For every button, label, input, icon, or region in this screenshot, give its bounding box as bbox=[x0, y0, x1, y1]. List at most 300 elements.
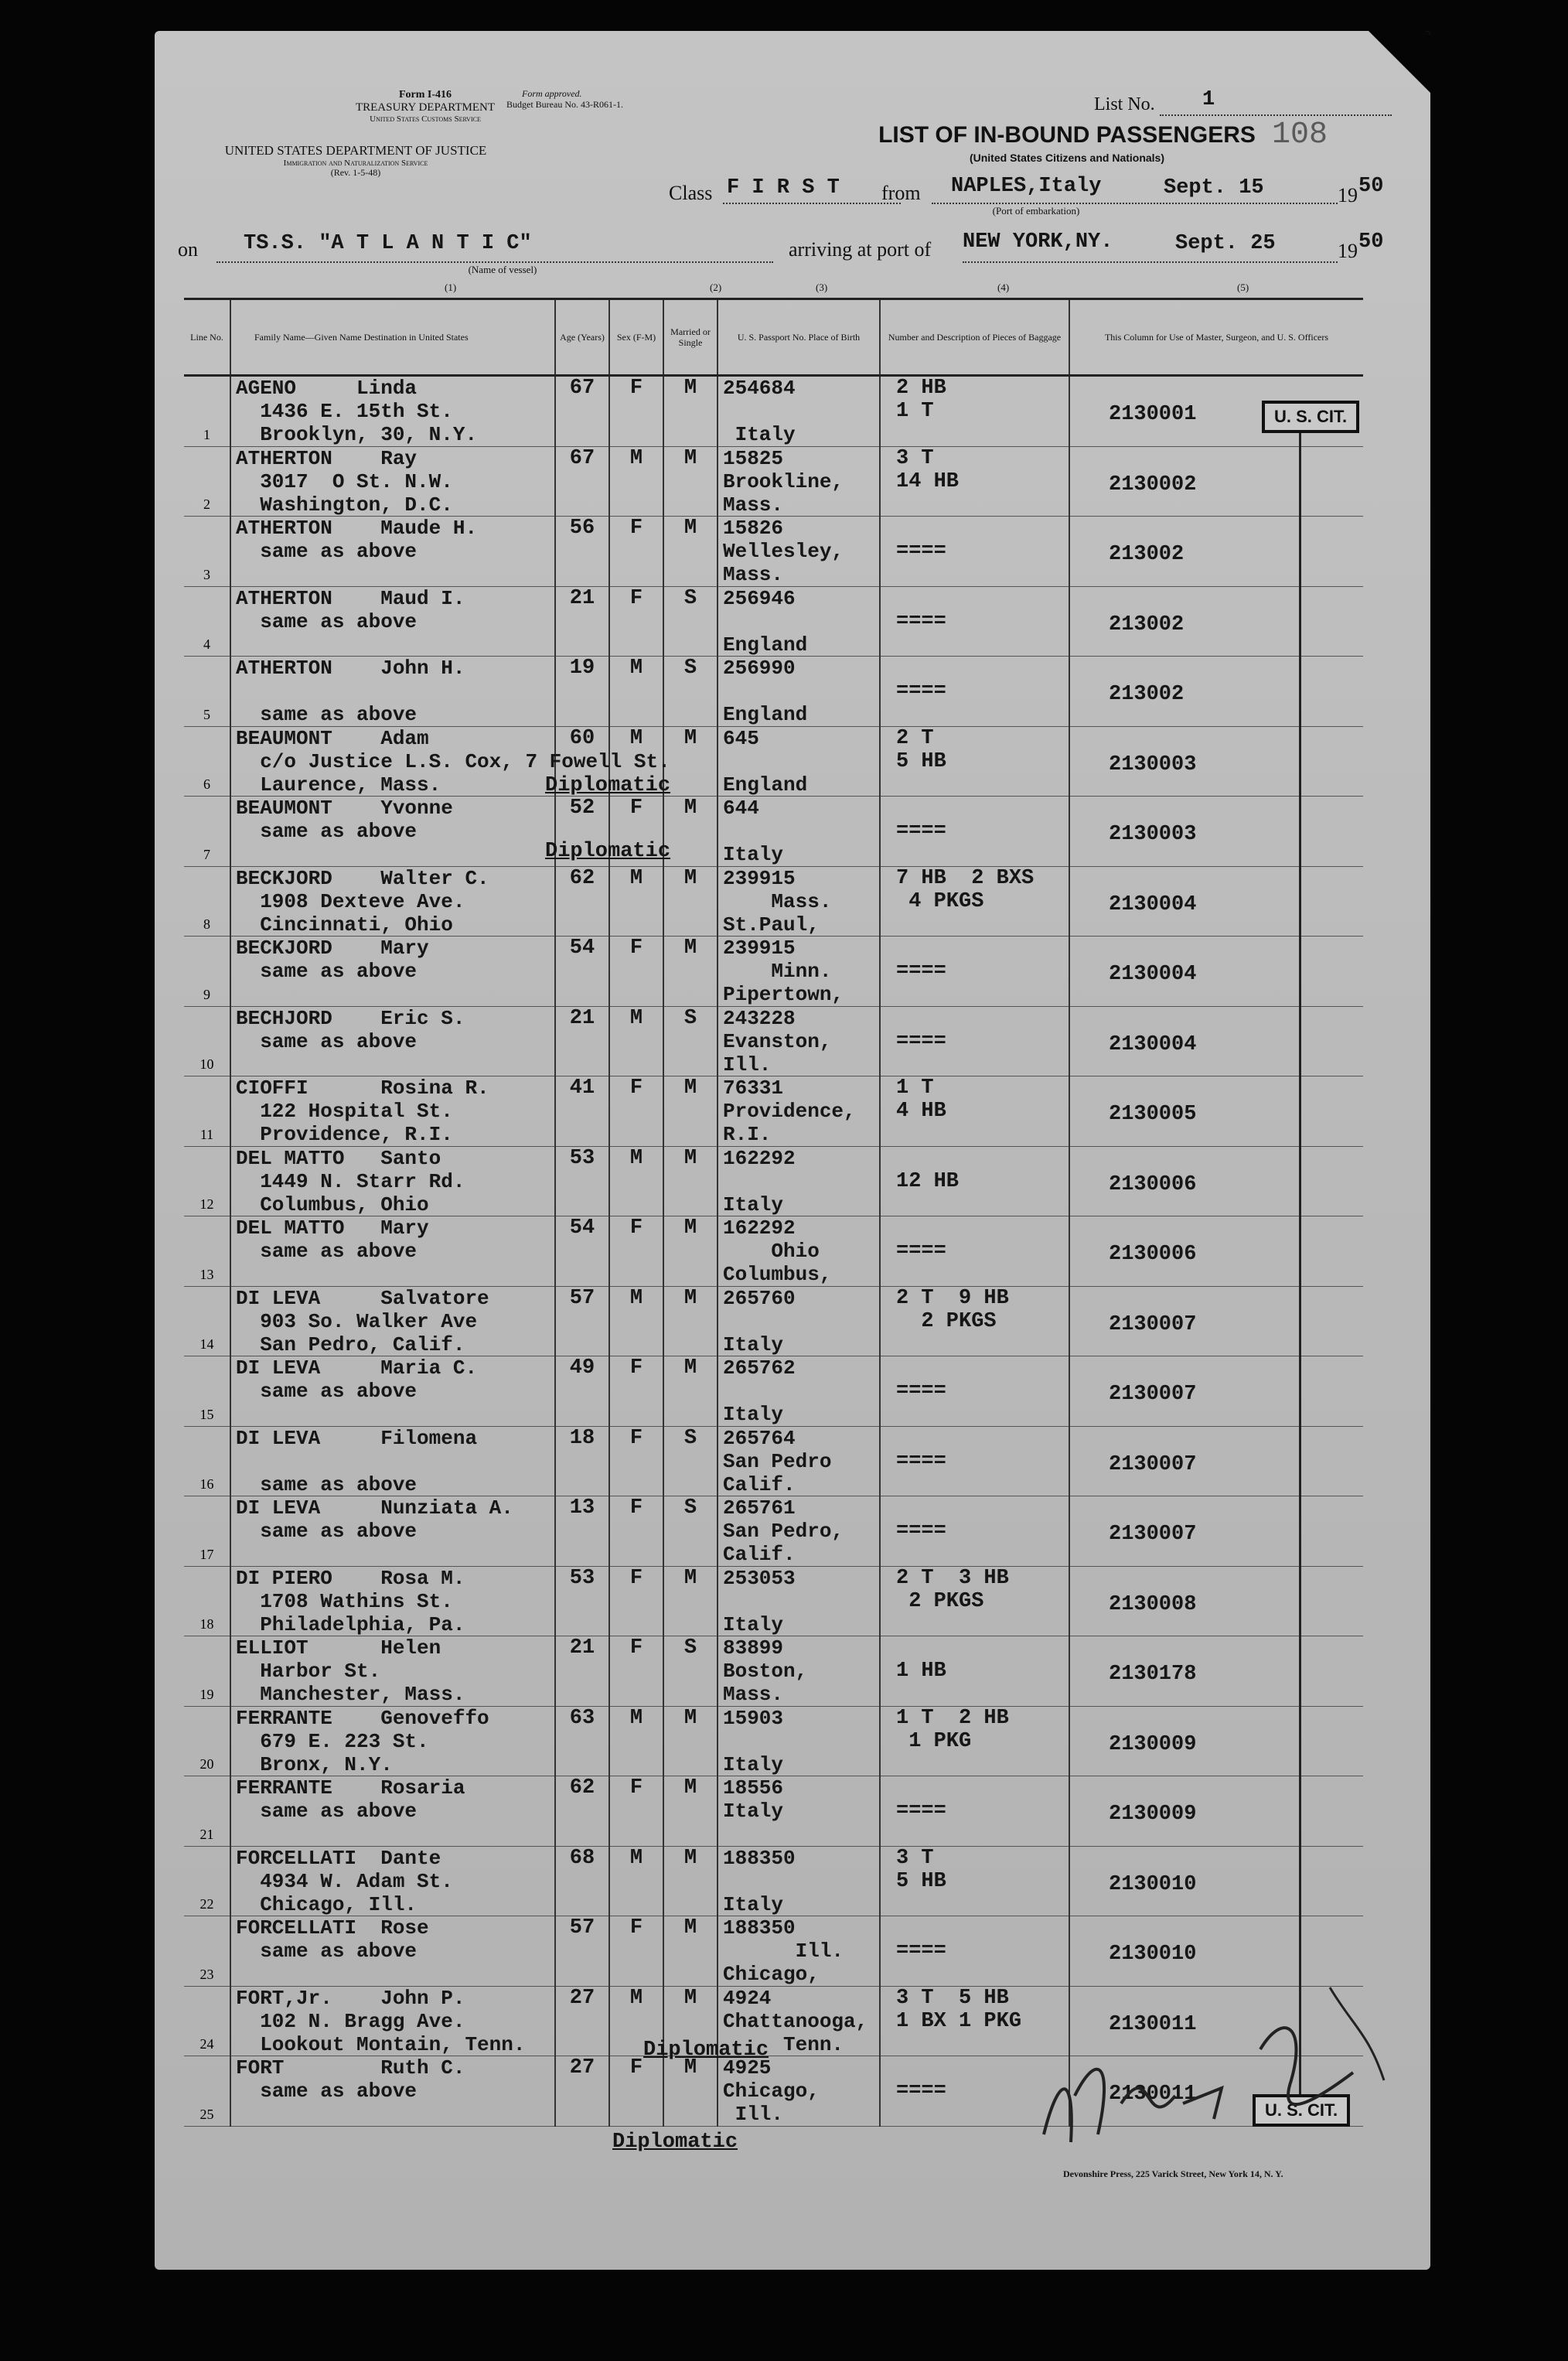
age: 27 bbox=[569, 1986, 595, 2010]
marital-status-cell bbox=[663, 1916, 718, 1987]
age: 54 bbox=[569, 937, 595, 960]
baggage-cell bbox=[880, 937, 1069, 1007]
punch-hole bbox=[85, 220, 130, 265]
officer-number: 2130004 bbox=[1109, 892, 1197, 916]
officer-number-cell bbox=[1069, 657, 1363, 727]
sex: M bbox=[629, 726, 643, 750]
age: 41 bbox=[569, 1076, 595, 1100]
passport-birthplace: 188350 Ill. Chicago, bbox=[723, 1916, 844, 1986]
page-subtitle: (United States Citizens and Nationals) bbox=[969, 152, 1165, 164]
line-number: 2 bbox=[203, 496, 210, 512]
officer-number-cell bbox=[1069, 726, 1363, 797]
officer-number-cell bbox=[1069, 937, 1363, 1007]
line-number-cell bbox=[184, 1216, 230, 1287]
sex: M bbox=[629, 1286, 643, 1310]
sex-cell bbox=[609, 1566, 663, 1636]
age-cell bbox=[555, 1706, 609, 1776]
officer-number: 213002 bbox=[1109, 612, 1185, 636]
passenger-name: CIOFFI Rosina R. 122 Hospital St. Providence, R.I. bbox=[236, 1076, 489, 1146]
marital-status: S bbox=[683, 657, 697, 680]
marital-status-cell bbox=[663, 2056, 718, 2127]
punch-hole bbox=[85, 1102, 130, 1147]
baggage: 2 T 5 HB bbox=[896, 726, 946, 773]
baggage-cell bbox=[880, 726, 1069, 797]
age-cell bbox=[555, 1846, 609, 1916]
baggage-cell bbox=[880, 376, 1069, 447]
passport-birthplace: 265762 Italy bbox=[723, 1356, 796, 1426]
marital-status-cell bbox=[663, 376, 718, 447]
passport-birthplace-cell bbox=[718, 376, 880, 447]
sex: F bbox=[629, 1776, 643, 1800]
treasury-label: TREASURY DEPARTMENT bbox=[355, 101, 496, 114]
line-number: 3 bbox=[203, 566, 210, 582]
passport-birthplace: 15826 Wellesley, Mass. bbox=[723, 517, 844, 586]
age: 62 bbox=[569, 1776, 595, 1800]
marital-status: M bbox=[683, 377, 697, 400]
col-number-5: (5) bbox=[1237, 281, 1249, 293]
printer-imprint: Devonshire Press, 225 Varick Street, New York 14, N. Y. bbox=[1063, 2168, 1283, 2179]
officer-number: 213002 bbox=[1109, 543, 1185, 566]
age: 62 bbox=[569, 866, 595, 890]
officer-number-cell bbox=[1069, 586, 1363, 657]
passenger-name-cell bbox=[230, 376, 555, 447]
age: 18 bbox=[569, 1426, 595, 1450]
customs-label: United States Customs Service bbox=[370, 114, 481, 125]
line-number-cell bbox=[184, 1076, 230, 1147]
table-row bbox=[184, 937, 1363, 1007]
passenger-name: DI LEVA Maria C. same as above bbox=[236, 1356, 478, 1403]
age: 53 bbox=[569, 1146, 595, 1170]
age-cell bbox=[555, 1986, 609, 2056]
passport-birthplace: 188350 Italy bbox=[723, 1846, 796, 1916]
baggage-cell bbox=[880, 1636, 1069, 1707]
col-header-line-no: Line No. bbox=[184, 299, 230, 376]
passenger-name-cell bbox=[230, 1076, 555, 1147]
table-row bbox=[184, 1706, 1363, 1776]
baggage: 1 HB bbox=[896, 1660, 946, 1683]
age-cell bbox=[555, 1286, 609, 1356]
table-row bbox=[184, 1146, 1363, 1216]
officer-number: 213002 bbox=[1109, 683, 1185, 706]
officer-number-cell bbox=[1069, 1706, 1363, 1776]
passport-birthplace: 265764 San Pedro Calif. bbox=[723, 1426, 832, 1496]
passport-birthplace: 644 Italy bbox=[723, 797, 784, 866]
sex-cell bbox=[609, 1216, 663, 1287]
officer-number-cell bbox=[1069, 1286, 1363, 1356]
passport-birthplace: 265760 Italy bbox=[723, 1286, 796, 1356]
officer-number-cell bbox=[1069, 866, 1363, 937]
passenger-name: DI LEVA Nunziata A. same as above bbox=[236, 1496, 513, 1543]
from-year-suffix: 50 bbox=[1358, 175, 1384, 198]
baggage: ==== bbox=[896, 1449, 946, 1473]
line-number-cell bbox=[184, 657, 230, 727]
line-number: 20 bbox=[199, 1756, 214, 1772]
passenger-name-cell bbox=[230, 2056, 555, 2127]
baggage: 3 T 14 HB bbox=[896, 446, 960, 493]
sex-cell bbox=[609, 1846, 663, 1916]
officer-number: 2130004 bbox=[1109, 963, 1197, 986]
from-date: Sept. 15 bbox=[1164, 176, 1264, 200]
marital-status-cell bbox=[663, 1076, 718, 1147]
sex-cell bbox=[609, 1916, 663, 1987]
line-number: 12 bbox=[199, 1196, 214, 1212]
passport-birthplace-cell bbox=[718, 1076, 880, 1147]
officer-number-cell bbox=[1069, 1496, 1363, 1567]
passport-birthplace: 265761 San Pedro, Calif. bbox=[723, 1496, 844, 1566]
age-cell bbox=[555, 1776, 609, 1847]
sex-cell bbox=[609, 1496, 663, 1567]
officer-number-cell bbox=[1069, 517, 1363, 587]
line-number-cell bbox=[184, 1006, 230, 1076]
officer-number: 2130005 bbox=[1109, 1103, 1197, 1126]
table-row bbox=[184, 1916, 1363, 1987]
budget-label: Budget Bureau No. 43-R061-1. bbox=[506, 98, 623, 110]
line-number-cell bbox=[184, 797, 230, 867]
age: 53 bbox=[569, 1566, 595, 1590]
marital-status-cell bbox=[663, 937, 718, 1007]
officer-number-cell bbox=[1069, 1636, 1363, 1707]
age-cell bbox=[555, 866, 609, 937]
punch-hole bbox=[85, 2061, 130, 2106]
officer-number: 2130007 bbox=[1109, 1383, 1197, 1406]
passenger-name: DI LEVA Filomena same as above bbox=[236, 1426, 478, 1496]
passport-birthplace-cell bbox=[718, 937, 880, 1007]
passenger-name-cell bbox=[230, 1846, 555, 1916]
passenger-name: DEL MATTO Mary same as above bbox=[236, 1216, 429, 1263]
from-underline bbox=[932, 203, 1338, 204]
from-year-prefix: 19 bbox=[1338, 184, 1358, 206]
passenger-name-cell bbox=[230, 1216, 555, 1287]
line-number: 19 bbox=[199, 1686, 214, 1702]
sex-cell bbox=[609, 446, 663, 517]
marital-status: M bbox=[683, 1706, 697, 1730]
line-number-cell bbox=[184, 1286, 230, 1356]
baggage: ==== bbox=[896, 1800, 946, 1823]
line-number: 22 bbox=[199, 1896, 214, 1912]
passenger-name-cell bbox=[230, 1356, 555, 1427]
sex: M bbox=[629, 1986, 643, 2010]
line-number: 13 bbox=[199, 1266, 214, 1282]
officer-number: 2130004 bbox=[1109, 1032, 1197, 1056]
marital-status-cell bbox=[663, 1846, 718, 1916]
marital-status: S bbox=[683, 1636, 697, 1660]
age: 13 bbox=[569, 1496, 595, 1520]
table-row bbox=[184, 1076, 1363, 1147]
officer-number: 2130011 bbox=[1109, 2012, 1197, 2036]
marital-status-cell bbox=[663, 726, 718, 797]
approved-label: Form approved. bbox=[522, 88, 582, 99]
passport-birthplace-cell bbox=[718, 1006, 880, 1076]
officer-number: 2130011 bbox=[1109, 2083, 1197, 2106]
sex-cell bbox=[609, 1636, 663, 1707]
line-number: 14 bbox=[199, 1336, 214, 1352]
passenger-name: DI PIERO Rosa M. 1708 Wathins St. Philadelphia, Pa. bbox=[236, 1566, 465, 1636]
passenger-name-cell bbox=[230, 1496, 555, 1567]
officer-column-rule bbox=[1299, 402, 1301, 2096]
col-header-name: Family Name—Given Name Destination in United States bbox=[230, 299, 555, 376]
officer-number: 2130006 bbox=[1109, 1172, 1197, 1196]
line-number-cell bbox=[184, 1146, 230, 1216]
passport-birthplace-cell bbox=[718, 866, 880, 937]
line-number: 17 bbox=[199, 1546, 214, 1562]
us-cit-stamp: U. S. CIT. bbox=[1253, 2094, 1350, 2127]
marital-status: S bbox=[683, 1426, 697, 1450]
marital-status-cell bbox=[663, 1636, 718, 1707]
col-number-2: (2) bbox=[710, 281, 722, 293]
line-number-cell bbox=[184, 1986, 230, 2056]
line-number: 5 bbox=[203, 706, 210, 722]
sex: F bbox=[629, 1496, 643, 1520]
baggage: 3 T 5 HB 1 BX 1 PKG bbox=[896, 1986, 1022, 2033]
passport-birthplace: 256946 England bbox=[723, 586, 808, 657]
baggage: ==== bbox=[896, 609, 946, 633]
line-number: 15 bbox=[199, 1406, 214, 1422]
passenger-name: ATHERTON Maude H. same as above bbox=[236, 517, 478, 563]
officer-number-cell bbox=[1069, 1146, 1363, 1216]
sex: F bbox=[629, 517, 643, 540]
sex: M bbox=[629, 1846, 643, 1870]
table-row bbox=[184, 1566, 1363, 1636]
officer-number-cell bbox=[1069, 1006, 1363, 1076]
table-row bbox=[184, 376, 1363, 447]
baggage: ==== bbox=[896, 1520, 946, 1543]
age: 21 bbox=[569, 586, 595, 610]
passenger-name-cell bbox=[230, 937, 555, 1007]
marital-status: M bbox=[683, 1076, 697, 1100]
baggage: ==== bbox=[896, 1029, 946, 1053]
passenger-name: FORCELLATI Dante 4934 W. Adam St. Chicago, Ill. bbox=[236, 1846, 453, 1916]
sex-cell bbox=[609, 1356, 663, 1427]
marital-status-cell bbox=[663, 446, 718, 517]
line-number-cell bbox=[184, 1776, 230, 1847]
line-number-cell bbox=[184, 1496, 230, 1567]
sex-cell bbox=[609, 517, 663, 587]
passenger-name: FORT,Jr. John P. 102 N. Bragg Ave. Lookout Montain, Tenn. bbox=[236, 1986, 526, 2056]
age-cell bbox=[555, 1916, 609, 1987]
marital-status: M bbox=[683, 726, 697, 750]
officer-number: 2130003 bbox=[1109, 823, 1197, 846]
passenger-name: AGENO Linda 1436 E. 15th St. Brooklyn, 30, N.Y. bbox=[236, 377, 478, 446]
baggage: ==== bbox=[896, 820, 946, 843]
officer-signature bbox=[1028, 1980, 1399, 2165]
age-cell bbox=[555, 376, 609, 447]
baggage: ==== bbox=[896, 1380, 946, 1403]
age: 49 bbox=[569, 1356, 595, 1380]
officer-number-cell bbox=[1069, 1916, 1363, 1987]
passport-birthplace-cell bbox=[718, 446, 880, 517]
passenger-name: BEAUMONT Adam c/o Justice L.S. Cox, 7 Fowell St. Laurence, Mass. bbox=[236, 726, 670, 797]
passenger-name-cell bbox=[230, 1636, 555, 1707]
age: 56 bbox=[569, 517, 595, 540]
marital-status-cell bbox=[663, 1426, 718, 1496]
age: 67 bbox=[569, 446, 595, 470]
passenger-name: FERRANTE Genoveffo 679 E. 223 St. Bronx, N.Y. bbox=[236, 1706, 489, 1776]
passport-birthplace-cell bbox=[718, 657, 880, 727]
sex-cell bbox=[609, 1076, 663, 1147]
arrival-date: Sept. 25 bbox=[1175, 232, 1276, 255]
sex: M bbox=[629, 1706, 643, 1730]
officer-number-cell bbox=[1069, 1846, 1363, 1916]
age: 68 bbox=[569, 1846, 595, 1870]
sex-cell bbox=[609, 2056, 663, 2127]
line-number: 24 bbox=[199, 2036, 214, 2052]
marital-status-cell bbox=[663, 1356, 718, 1427]
marital-status: M bbox=[683, 2056, 697, 2080]
passport-birthplace-cell bbox=[718, 1146, 880, 1216]
sex: F bbox=[629, 1216, 643, 1240]
passenger-name: ELLIOT Helen Harbor St. Manchester, Mass. bbox=[236, 1636, 465, 1706]
passenger-name-cell bbox=[230, 1706, 555, 1776]
passenger-name: DI LEVA Salvatore 903 So. Walker Ave San Pedro, Calif. bbox=[236, 1286, 489, 1356]
marital-status: M bbox=[683, 1916, 697, 1940]
marital-status: M bbox=[683, 1986, 697, 2010]
passenger-name: BECKJORD Mary same as above bbox=[236, 937, 429, 983]
line-number-cell bbox=[184, 517, 230, 587]
passport-birthplace: 253053 Italy bbox=[723, 1566, 796, 1636]
baggage-cell bbox=[880, 1566, 1069, 1636]
officer-number-cell bbox=[1069, 1076, 1363, 1147]
sex: F bbox=[629, 1076, 643, 1100]
officer-number: 2130003 bbox=[1109, 752, 1197, 776]
baggage-cell bbox=[880, 586, 1069, 657]
baggage: ==== bbox=[896, 1240, 946, 1263]
line-number-cell bbox=[184, 726, 230, 797]
table-row bbox=[184, 446, 1363, 517]
age-cell bbox=[555, 1356, 609, 1427]
baggage: 2 T 9 HB 2 PKGS bbox=[896, 1286, 1009, 1333]
table-row bbox=[184, 1636, 1363, 1707]
marital-status: M bbox=[683, 1146, 697, 1170]
officer-number: 2130010 bbox=[1109, 1872, 1197, 1896]
justice-block bbox=[170, 143, 541, 179]
marital-status: M bbox=[683, 797, 697, 820]
age-cell bbox=[555, 1426, 609, 1496]
age: 19 bbox=[569, 657, 595, 680]
sex-cell bbox=[609, 376, 663, 447]
baggage: ==== bbox=[896, 960, 946, 983]
class-value: F I R S T bbox=[727, 176, 840, 200]
officer-number: 2130001 bbox=[1109, 403, 1197, 426]
marital-status-cell bbox=[663, 1006, 718, 1076]
officer-number: 2130009 bbox=[1109, 1803, 1197, 1826]
passport-birthplace: 18556 Italy bbox=[723, 1776, 784, 1823]
line-number-cell bbox=[184, 1566, 230, 1636]
age: 57 bbox=[569, 1916, 595, 1940]
passenger-name: ATHERTON John H. same as above bbox=[236, 657, 465, 726]
baggage: ==== bbox=[896, 540, 946, 563]
form-id: Form I-416 bbox=[398, 89, 452, 101]
age-cell bbox=[555, 1566, 609, 1636]
age: 67 bbox=[569, 377, 595, 400]
table-row bbox=[184, 586, 1363, 657]
marital-status: M bbox=[683, 1566, 697, 1590]
passenger-name-cell bbox=[230, 1426, 555, 1496]
passenger-name-cell bbox=[230, 586, 555, 657]
passport-birthplace: 15903 Italy bbox=[723, 1706, 784, 1776]
passport-birthplace-cell bbox=[718, 1776, 880, 1847]
passport-birthplace-cell bbox=[718, 586, 880, 657]
passport-birthplace-cell bbox=[718, 1846, 880, 1916]
line-number: 9 bbox=[203, 986, 210, 1002]
marital-status-cell bbox=[663, 1776, 718, 1847]
col-header-passport: U. S. Passport No. Place of Birth bbox=[718, 299, 880, 376]
table-row bbox=[184, 1776, 1363, 1847]
passport-birthplace-cell bbox=[718, 1426, 880, 1496]
passenger-name-cell bbox=[230, 797, 555, 867]
officer-number: 2130178 bbox=[1109, 1663, 1197, 1686]
line-number: 18 bbox=[199, 1616, 214, 1632]
age-cell bbox=[555, 937, 609, 1007]
passenger-name-cell bbox=[230, 1286, 555, 1356]
line-number-cell bbox=[184, 1636, 230, 1707]
baggage-cell bbox=[880, 446, 1069, 517]
sex-cell bbox=[609, 1776, 663, 1847]
sex-cell bbox=[609, 1286, 663, 1356]
baggage: ==== bbox=[896, 1940, 946, 1963]
baggage-cell bbox=[880, 797, 1069, 867]
marital-status: M bbox=[683, 1216, 697, 1240]
table-row bbox=[184, 517, 1363, 587]
table-row bbox=[184, 1356, 1363, 1427]
line-number: 6 bbox=[203, 776, 210, 792]
baggage-cell bbox=[880, 1776, 1069, 1847]
passport-birthplace: 162292 Italy bbox=[723, 1146, 796, 1216]
line-number: 25 bbox=[199, 2106, 214, 2122]
marital-status-cell bbox=[663, 1146, 718, 1216]
table-header-row bbox=[184, 299, 1363, 376]
passport-birthplace-cell bbox=[718, 517, 880, 587]
vessel-value: TS.S. "A T L A N T I C" bbox=[244, 232, 532, 255]
col-number-1: (1) bbox=[445, 281, 457, 293]
passport-birthplace: 76331 Providence, R.I. bbox=[723, 1076, 856, 1146]
passport-birthplace-cell bbox=[718, 726, 880, 797]
passport-birthplace-cell bbox=[718, 1636, 880, 1707]
class-underline bbox=[723, 203, 901, 204]
sex: F bbox=[629, 937, 643, 960]
passenger-name-cell bbox=[230, 657, 555, 727]
line-number: 23 bbox=[199, 1966, 214, 1982]
table-row bbox=[184, 1426, 1363, 1496]
sex-cell bbox=[609, 1006, 663, 1076]
marital-status-cell bbox=[663, 1706, 718, 1776]
passport-birthplace-cell bbox=[718, 1566, 880, 1636]
table-row bbox=[184, 1496, 1363, 1567]
age-cell bbox=[555, 586, 609, 657]
baggage-cell bbox=[880, 1286, 1069, 1356]
line-number-cell bbox=[184, 1356, 230, 1427]
page-number: 108 bbox=[1272, 118, 1328, 152]
sex: M bbox=[629, 1006, 643, 1030]
passenger-name-cell bbox=[230, 1566, 555, 1636]
class-label: Class bbox=[669, 182, 713, 204]
table-row bbox=[184, 657, 1363, 727]
age: 63 bbox=[569, 1706, 595, 1730]
arrival-year-suffix: 50 bbox=[1358, 230, 1384, 254]
line-number: 1 bbox=[203, 426, 210, 442]
age-cell bbox=[555, 2056, 609, 2127]
baggage: 12 HB bbox=[896, 1169, 960, 1193]
baggage: ==== bbox=[896, 680, 946, 703]
officer-number: 2130007 bbox=[1109, 1312, 1197, 1336]
baggage: ==== bbox=[896, 2080, 946, 2103]
marital-status: M bbox=[683, 1356, 697, 1380]
line-number-cell bbox=[184, 586, 230, 657]
punch-hole bbox=[85, 1624, 130, 1669]
passenger-name: BECKJORD Walter C. 1908 Dexteve Ave. Cincinnati, Ohio bbox=[236, 866, 489, 937]
passenger-name-cell bbox=[230, 1146, 555, 1216]
col-header-sex: Sex (F-M) bbox=[609, 299, 663, 376]
baggage: 1 T 2 HB 1 PKG bbox=[896, 1706, 1009, 1753]
